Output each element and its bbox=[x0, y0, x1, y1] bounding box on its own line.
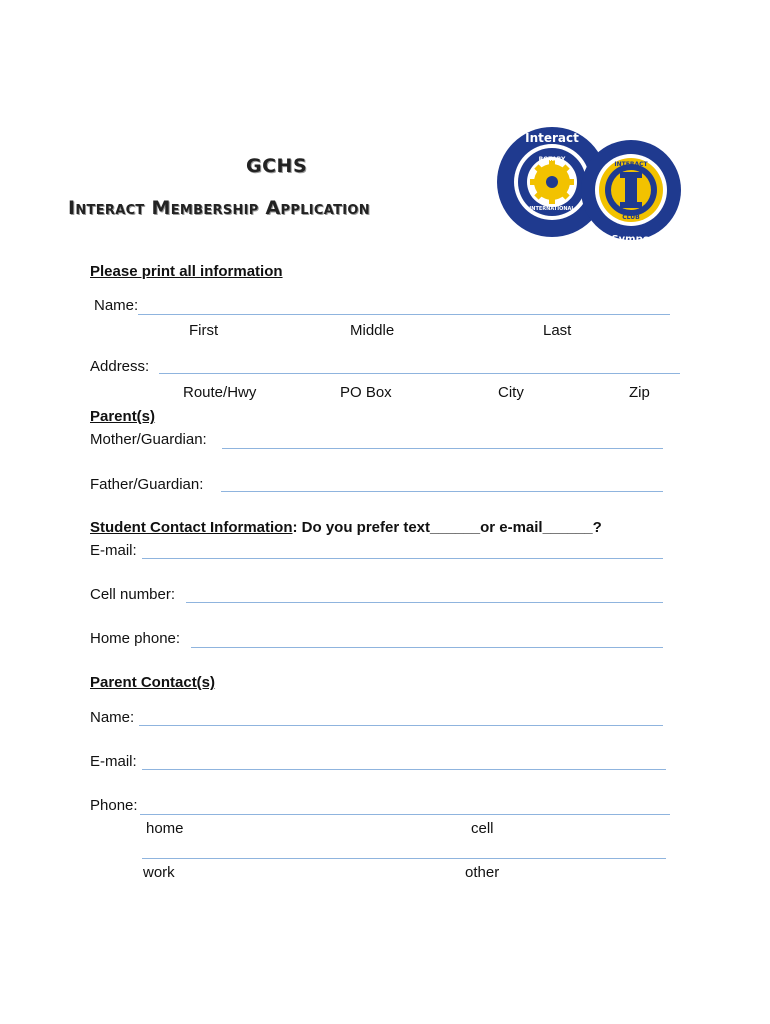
parent-phone-work-other-field[interactable] bbox=[142, 858, 666, 859]
parent-email-label: E-mail: bbox=[90, 753, 137, 770]
address-city-caption: City bbox=[498, 384, 524, 401]
phone-other-caption: other bbox=[465, 864, 500, 881]
home-phone-field[interactable] bbox=[191, 647, 663, 648]
cell-number-field[interactable] bbox=[186, 602, 663, 603]
contact-preference-question: : Do you prefer text______or e-mail______? bbox=[292, 519, 602, 536]
mother-label: Mother/Guardian: bbox=[90, 431, 207, 448]
symposium-text: Symposium bbox=[611, 234, 677, 245]
name-label: Name: bbox=[94, 297, 139, 314]
student-contact-line bbox=[90, 519, 602, 536]
student-contact-heading: Student Contact Information bbox=[90, 519, 293, 536]
club-bottom-text: CLUB bbox=[622, 214, 640, 221]
name-middle-caption: Middle bbox=[350, 322, 395, 339]
interact-logo bbox=[494, 124, 684, 248]
phone-cell-caption: cell bbox=[471, 820, 494, 837]
instruction-heading: Please print all information bbox=[90, 263, 283, 280]
mother-field[interactable] bbox=[222, 448, 663, 449]
rotary-inner-top-text: ROTARY bbox=[538, 156, 566, 163]
student-email-label: E-mail: bbox=[90, 542, 137, 559]
father-label: Father/Guardian: bbox=[90, 476, 204, 493]
parents-heading: Parent(s) bbox=[90, 408, 156, 425]
cell-number-label: Cell number: bbox=[90, 586, 176, 603]
school-title: GCHS bbox=[246, 155, 308, 177]
parent-name-label: Name: bbox=[90, 709, 135, 726]
parent-phone-label: Phone: bbox=[90, 797, 138, 814]
club-top-text: INTERACT bbox=[614, 161, 648, 168]
name-field[interactable] bbox=[138, 314, 670, 315]
rotary-inner-bottom-text: INTERNATIONAL bbox=[529, 206, 575, 212]
name-first-caption: First bbox=[189, 322, 219, 339]
student-email-field[interactable] bbox=[142, 558, 663, 559]
address-label: Address: bbox=[90, 358, 150, 375]
parent-email-field[interactable] bbox=[142, 769, 666, 770]
phone-work-caption: work bbox=[143, 864, 175, 881]
parent-contacts-heading: Parent Contact(s) bbox=[90, 674, 216, 691]
father-field[interactable] bbox=[221, 491, 663, 492]
address-route-caption: Route/Hwy bbox=[183, 384, 257, 401]
form-title: Interact Membership Application bbox=[68, 197, 370, 219]
address-pobox-caption: PO Box bbox=[340, 384, 392, 401]
parent-phone-home-cell-field[interactable] bbox=[140, 814, 670, 815]
address-zip-caption: Zip bbox=[629, 384, 650, 401]
address-field[interactable] bbox=[159, 373, 680, 374]
name-last-caption: Last bbox=[543, 322, 572, 339]
parent-name-field[interactable] bbox=[139, 725, 663, 726]
phone-home-caption: home bbox=[146, 820, 184, 837]
interact-ring-text: Interact bbox=[525, 131, 579, 145]
home-phone-label: Home phone: bbox=[90, 630, 181, 647]
